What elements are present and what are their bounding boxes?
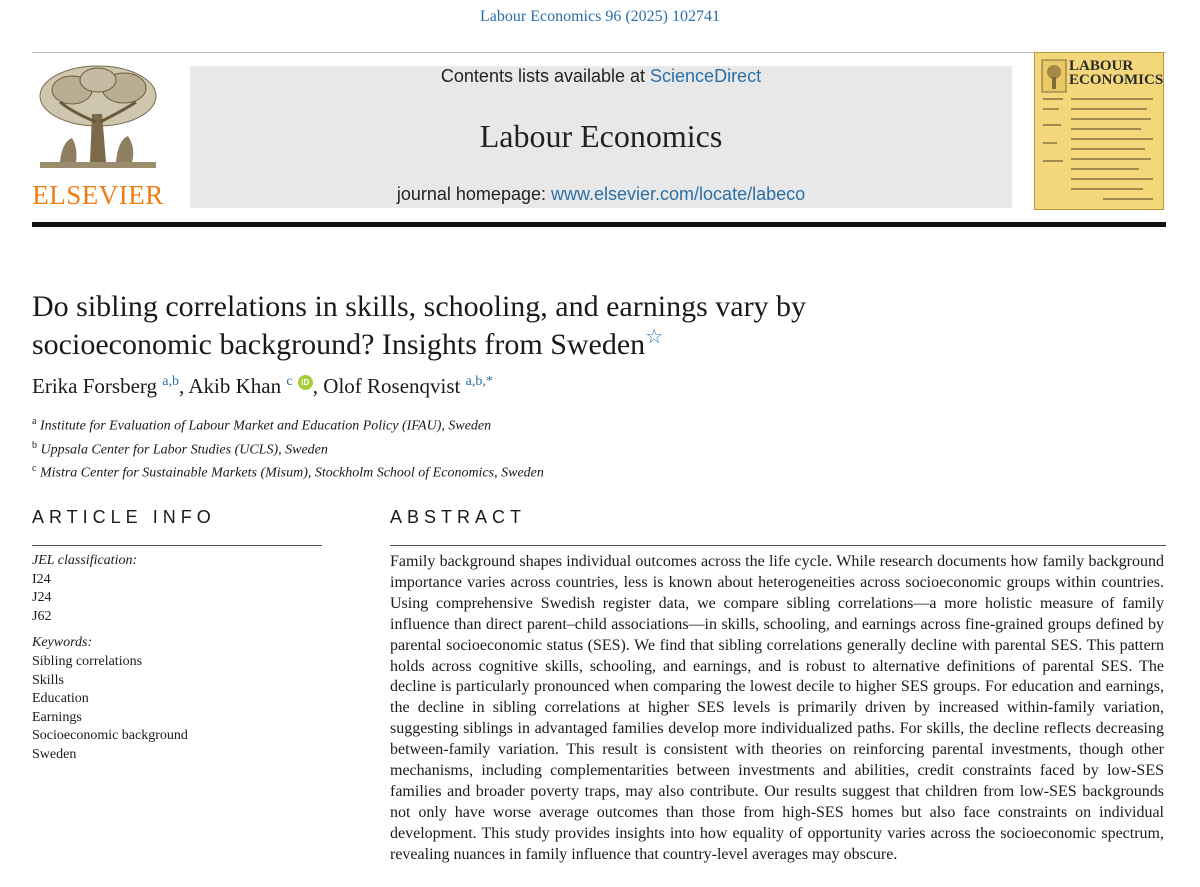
author-affiliation-marks[interactable]: a,b: [162, 374, 179, 389]
author-affiliation-marks[interactable]: a,b,*: [465, 374, 493, 389]
jel-code: J24: [32, 590, 52, 606]
spacer: [32, 626, 322, 634]
header-divider: [32, 222, 1166, 227]
journal-homepage-link[interactable]: www.elsevier.com/locate/labeco: [551, 184, 806, 204]
affiliation-list: [32, 412, 932, 483]
journal-title: Labour Economics: [479, 118, 723, 154]
funding-note-star-icon[interactable]: ☆: [645, 326, 664, 348]
article-info-heading: ARTICLE INFO: [32, 507, 216, 527]
cover-title-line-1: LABOUR: [1069, 58, 1134, 74]
affiliation-text: Institute for Evaluation of Labour Market and Education Policy (IFAU), Sweden: [39, 418, 492, 434]
cover-title-line-2: ECONOMICS: [1069, 72, 1164, 88]
keywords-label: Keywords:: [32, 635, 93, 651]
elsevier-wordmark: ELSEVIER: [32, 180, 164, 210]
affiliation-item: [32, 412, 932, 436]
keyword-item: Socioeconomic background: [32, 728, 188, 744]
author-name[interactable]: Akib Khan: [188, 374, 282, 398]
orcid-icon[interactable]: iD: [298, 375, 313, 390]
affiliation-text: Mistra Center for Sustainable Markets (Misum), Stockholm School of Economics, Sweden: [39, 465, 544, 481]
elsevier-logo[interactable]: [32, 62, 164, 212]
article-title-line-2: socioeconomic background? Insights from Sweden☆: [32, 326, 664, 361]
article-title: [32, 288, 932, 364]
jel-code: I24: [32, 571, 51, 587]
abstract-heading: ABSTRACT: [390, 507, 527, 527]
homepage-prefix: journal homepage:: [396, 184, 546, 204]
cover-title: [1069, 58, 1164, 88]
contents-prefix: Contents lists available at: [440, 66, 646, 86]
homepage-line: [190, 184, 1012, 205]
jel-code: J62: [32, 608, 52, 624]
elsevier-tree-icon: [32, 62, 164, 180]
abstract-divider: [390, 545, 1166, 546]
author-list: Erika Forsberg $^{a,b}$, Akib Khan $^c$ iD , Olof Rosenqvist $^{a,b,*}$: [32, 374, 493, 398]
abstract-text: Family background shapes individual outcomes across the life cycle. While research documents how family background importance varies across countries, less is known about heterogeneities across socioeconomic groups within countries. Using comprehensive Swedish register data, we compare sibling correlations—a more holistic measure of family influence than direct parent–child associations—in skills, schooling, and earnings across fine-grained groups defined by parental socioeconomic status (SES). We find that sibling correlations generally decline with parental SES. This pattern holds across cognitive skills, schooling, and earnings, and is robust to alternative definitions of parental SES. The decline is particularly pronounced when comparing the lowest decile to higher SES groups. For education and earnings, the decline in sibling correlations at higher SES levels is primarily driven by increased within-family variation, suggesting siblings in advantaged families develop more individualized paths. For skills, the decline reflects decreasing between-family variation. This result is consistent with theories on reinforcing parental investments, though other mechanisms, including complementarities between investments and abilities, credit constraints faced by low-SES families and broader poverty traps, may also contribute. Our results suggest that children from low-SES backgrounds not only have worse average outcomes than those from high-SES homes but also face constraints on individual development. This study provides insights into how equality of opportunity varies across the socioeconomic spectrum, revealing nuances in family influence that country-level averages may obscure.: [390, 553, 1164, 863]
author-name[interactable]: Olof Rosenqvist: [323, 374, 461, 398]
journal-cover[interactable]: [1034, 52, 1164, 210]
affiliation-text: Uppsala Center for Labor Studies (UCLS), Sweden: [40, 442, 328, 458]
jel-label: JEL classification:: [32, 553, 138, 568]
keyword-item: Sweden: [32, 746, 77, 762]
author-affiliation-marks[interactable]: c: [286, 374, 293, 389]
cover-contents-lines: [1043, 95, 1157, 205]
affiliation-item: [32, 459, 932, 483]
affiliation-mark: a: [32, 416, 37, 427]
sciencedirect-link[interactable]: ScienceDirect: [650, 66, 762, 86]
keyword-item: Sibling correlations: [32, 653, 143, 669]
keyword-item: Earnings: [32, 709, 82, 725]
keyword-item: Education: [32, 691, 89, 707]
top-divider: [32, 52, 1166, 53]
keyword-item: Skills: [32, 672, 64, 688]
journal-citation[interactable]: Labour Economics 96 (2025) 102741: [480, 8, 720, 25]
cover-emblem-icon: [1041, 59, 1067, 93]
article-info-divider: [32, 545, 322, 546]
affiliation-mark: b: [32, 439, 37, 451]
article-info-panel: [32, 552, 322, 765]
affiliation-item: [32, 436, 932, 460]
article-title-line-1: Do sibling correlations in skills, schooling, and earnings vary by: [32, 290, 807, 323]
author-name[interactable]: Erika Forsberg: [32, 374, 158, 398]
journal-header: [190, 66, 1012, 208]
contents-line: [190, 66, 1012, 87]
affiliation-mark: c: [32, 463, 37, 475]
